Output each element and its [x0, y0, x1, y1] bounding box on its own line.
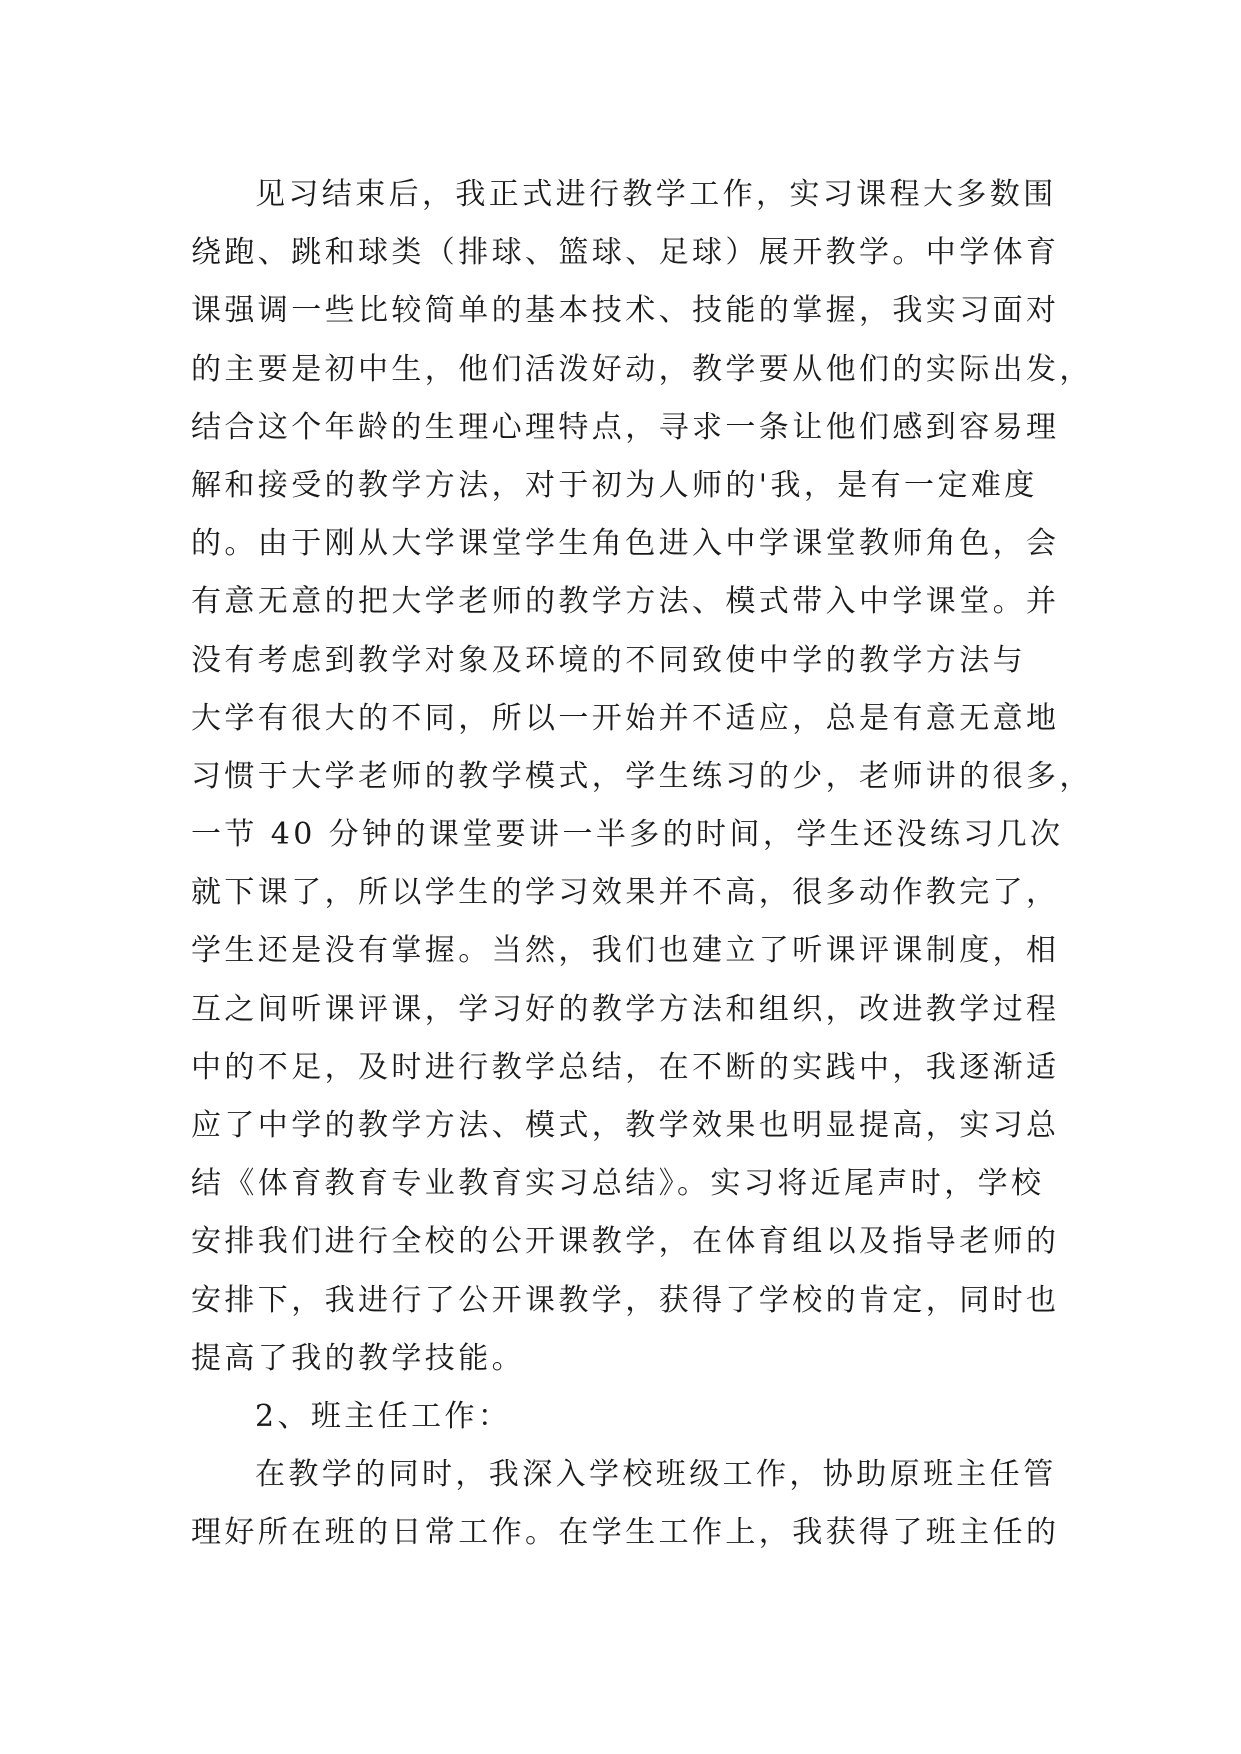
paragraph-line: 结《体育教育专业教育实习总结》。实习将近尾声时，学校 — [191, 1166, 1045, 1202]
paragraph-line: 安排下，我进行了公开课教学，获得了学校的肯定，同时也 — [191, 1282, 1060, 1318]
paragraph-line: 中的不足，及时进行教学总结，在不断的实践中，我逐渐适 — [191, 1049, 1060, 1085]
paragraph-line: 理好所在班的日常工作。在学生工作上，我获得了班主任的 — [191, 1515, 1060, 1551]
paragraph-line: 见习结束后，我正式进行教学工作，实习课程大多数围 — [255, 177, 1057, 212]
paragraph-line: 提高了我的教学技能。 — [191, 1340, 525, 1376]
paragraph-line: 的。由于刚从大学课堂学生角色进入中学课堂教师角色，会 — [191, 526, 1060, 562]
paragraph-line: 课强调一些比较简单的基本技术、技能的掌握，我实习面对 — [191, 293, 1060, 329]
paragraph-line: 学生还是没有掌握。当然，我们也建立了听课评课制度，相 — [191, 933, 1060, 969]
paragraph-line: 有意无意的把大学老师的教学方法、模式带入中学课堂。并 — [191, 584, 1060, 620]
paragraph-line: 习惯于大学老师的教学模式，学生练习的少，老师讲的很多， — [191, 758, 1093, 794]
paragraph-line: 结合这个年龄的生理心理特点，寻求一条让他们感到容易理 — [191, 409, 1060, 445]
paragraph-line: 大学有很大的不同，所以一开始并不适应，总是有意无意地 — [191, 700, 1060, 736]
paragraph-line: 互之间听课评课，学习好的教学方法和组织，改进教学过程 — [191, 991, 1060, 1027]
document-body — [191, 166, 1093, 1563]
paragraph-line: 一节 40 分钟的课堂要讲一半多的时间，学生还没练习几次 — [191, 817, 1064, 853]
paragraph-line: 就下课了，所以学生的学习效果并不高，很多动作教完了， — [191, 875, 1060, 911]
paragraph-line: 的主要是初中生，他们活泼好动，教学要从他们的实际出发， — [191, 351, 1093, 387]
section-heading: 2、班主任工作： — [255, 1398, 512, 1434]
paragraph-line: 绕跑、跳和球类（排球、篮球、足球）展开教学。中学体育 — [191, 235, 1060, 271]
paragraph-line: 应了中学的教学方法、模式，教学效果也明显提高，实习总 — [191, 1108, 1060, 1143]
paragraph-line: 解和接受的教学方法，对于初为人师的'我，是有一定难度 — [191, 467, 1038, 503]
paragraph-line: 没有考虑到教学对象及环境的不同致使中学的教学方法与 — [191, 642, 1026, 678]
paragraph-line: 在教学的同时，我深入学校班级工作，协助原班主任管 — [255, 1457, 1057, 1493]
paragraph-line: 安排我们进行全校的公开课教学，在体育组以及指导老师的 — [191, 1224, 1060, 1260]
